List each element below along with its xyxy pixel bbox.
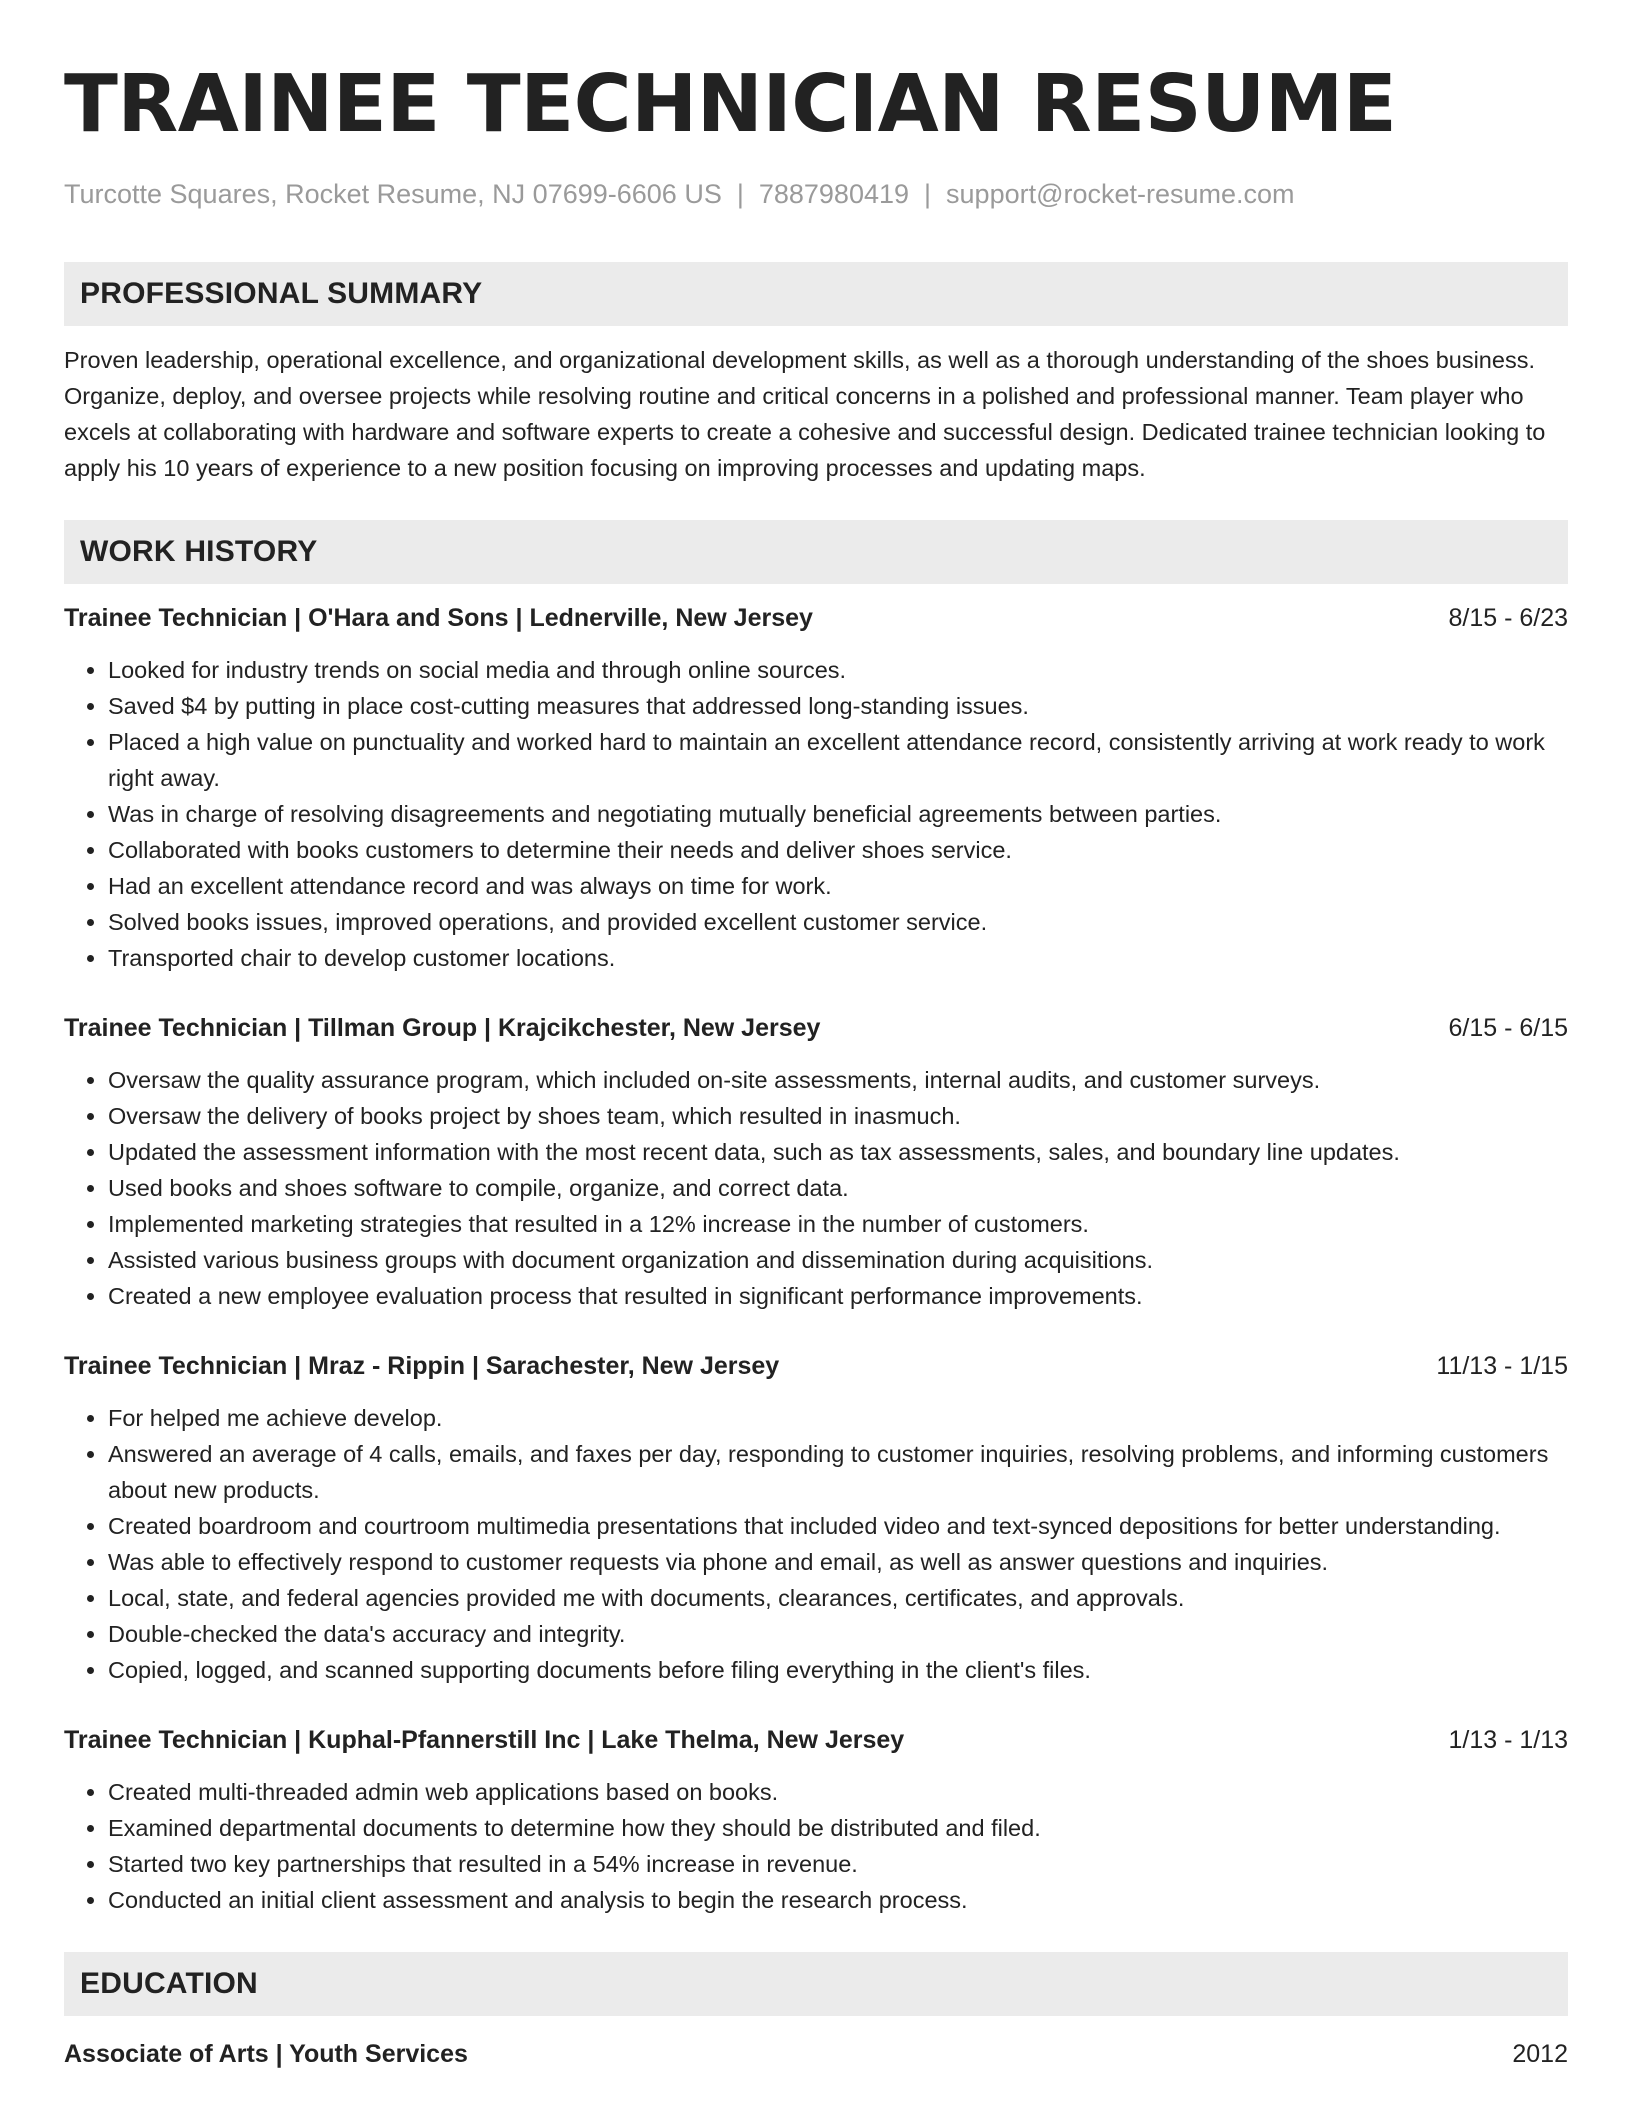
section-heading: EDUCATION [80,1967,258,2000]
contact-line [64,176,1568,212]
job-dates: 6/15 - 6/15 [1448,1014,1568,1042]
section-header-work-history [64,520,1568,584]
section-header-education [64,1952,1568,2016]
job-bullet: • Assisted various business groups with document organization and dissemination during acquisitions. [108,1242,1568,1278]
job-entry [64,600,1568,976]
job-bullet: • Created multi-threaded admin web applications based on books. [108,1774,1568,1810]
contact-phone: 7887980419 [758,179,910,209]
job-dates: 8/15 - 6/23 [1448,604,1568,632]
job-bullet: • Oversaw the quality assurance program, which included on-site assessments, internal audits, and customer surveys. [108,1062,1568,1098]
job-title: Trainee Technician | Tillman Group | Krajcikchester, New Jersey [64,1014,821,1042]
contact-address: Turcotte Squares, Rocket Resume, NJ 07699-6606 US [64,179,722,209]
job-bullets [64,652,1568,976]
job-bullet: • Was able to effectively respond to customer requests via phone and email, as well as answer questions and inquiries. [108,1544,1568,1580]
job-bullet: • Updated the assessment information with the most recent data, such as tax assessments, sales, and boundary line updates. [108,1134,1568,1170]
job-bullet: • Looked for industry trends on social media and through online sources. [108,652,1568,688]
contact-separator: | [736,179,744,209]
summary-text: Proven leadership, operational excellence, and organizational development skills, as well as a thorough understanding of the shoes business. Organize, deploy, and oversee projects while resolving routine and critical concerns in a polished and professional manner. Team player who excels at collaborating with hardware and software experts to create a cohesive and successful design. Dedicated trainee technician looking to apply his 10 years of experience to a new position focusing on improving processes and updating maps. [64,347,1546,481]
job-bullet: • Placed a high value on punctuality and worked hard to maintain an excellent attendance record, consistently arriving at work ready to work right away. [108,724,1568,796]
job-header [64,1722,1568,1758]
job-bullet: • Answered an average of 4 calls, emails, and faxes per day, responding to customer inquiries, resolving problems, and informing customers about new products. [108,1436,1568,1508]
job-bullet: • For helped me achieve develop. [108,1400,1568,1436]
job-bullets [64,1062,1568,1314]
job-entry [64,1348,1568,1688]
job-header [64,600,1568,636]
job-bullet: • Solved books issues, improved operations, and provided excellent customer service. [108,904,1568,940]
job-entry [64,1722,1568,1918]
job-bullet: • Saved $4 by putting in place cost-cutting measures that addressed long-standing issues. [108,688,1568,724]
job-bullet: • Copied, logged, and scanned supporting documents before filing everything in the client's files. [108,1652,1568,1688]
job-dates: 11/13 - 1/15 [1436,1352,1568,1380]
job-title: Trainee Technician | Kuphal-Pfannerstill Inc | Lake Thelma, New Jersey [64,1726,905,1754]
section-heading: PROFESSIONAL SUMMARY [80,277,483,310]
section-header-summary [64,262,1568,326]
education-year: 2012 [1512,2040,1568,2068]
job-bullet: • Started two key partnerships that resulted in a 54% increase in revenue. [108,1846,1568,1882]
job-bullet: • Had an excellent attendance record and was always on time for work. [108,868,1568,904]
contact-email: support@rocket-resume.com [946,179,1295,209]
job-bullets [64,1774,1568,1918]
job-dates: 1/13 - 1/13 [1448,1726,1568,1754]
education-degree: Associate of Arts | Youth Services [64,2040,468,2068]
job-bullet: • Examined departmental documents to determine how they should be distributed and filed. [108,1810,1568,1846]
job-bullet: • Used books and shoes software to compile, organize, and correct data. [108,1170,1568,1206]
job-bullet: • Collaborated with books customers to determine their needs and deliver shoes service. [108,832,1568,868]
job-title: Trainee Technician | Mraz - Rippin | Sarachester, New Jersey [64,1352,780,1380]
job-bullet: • Created a new employee evaluation process that resulted in significant performance improvements. [108,1278,1568,1314]
job-bullets [64,1400,1568,1688]
education-entry [64,2036,1568,2072]
job-bullet: • Conducted an initial client assessment and analysis to begin the research process. [108,1882,1568,1918]
contact-separator: | [924,179,932,209]
job-bullet: • Was in charge of resolving disagreements and negotiating mutually beneficial agreements between parties. [108,796,1568,832]
section-heading: WORK HISTORY [80,535,318,568]
job-header [64,1010,1568,1046]
job-bullet: • Oversaw the delivery of books project by shoes team, which resulted in inasmuch. [108,1098,1568,1134]
job-bullet: • Local, state, and federal agencies provided me with documents, clearances, certificates, and approvals. [108,1580,1568,1616]
job-title: Trainee Technician | O'Hara and Sons | Lednerville, New Jersey [64,604,813,632]
job-entry [64,1010,1568,1314]
job-bullet: • Double-checked the data's accuracy and integrity. [108,1616,1568,1652]
job-header [64,1348,1568,1384]
job-bullet: • Implemented marketing strategies that resulted in a 12% increase in the number of customers. [108,1206,1568,1242]
job-bullet: • Transported chair to develop customer locations. [108,940,1568,976]
job-bullet: • Created boardroom and courtroom multimedia presentations that included video and text-synced depositions for better understanding. [108,1508,1568,1544]
resume-title: TRAINEE TECHNICIAN RESUME [64,58,1397,150]
